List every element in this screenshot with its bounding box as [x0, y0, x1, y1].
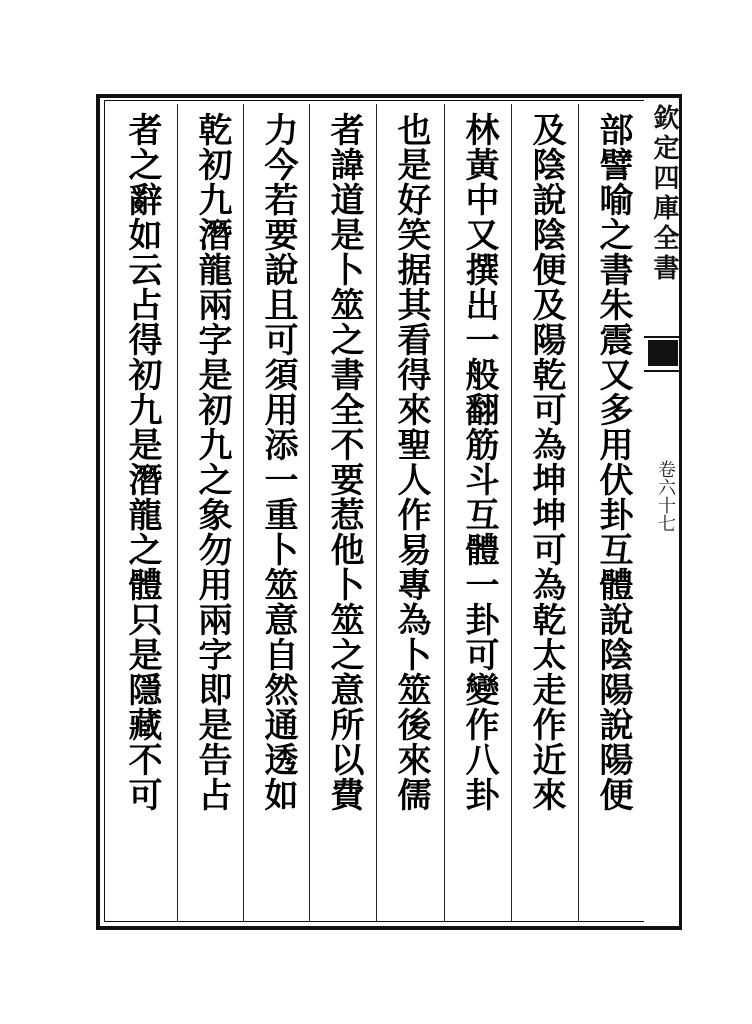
- column-divider: [444, 104, 445, 922]
- text-column-1: 部譬喻之書朱震又多用伏卦互體說陰陽說陽便: [593, 112, 633, 812]
- text-column-3: 林黃中又撰出一般翻筋斗互體一卦可變作八卦: [459, 112, 499, 812]
- text-column-7: 乾初九潛龍兩字是初九之象勿用兩字即是告占: [192, 112, 232, 812]
- column-divider: [309, 104, 310, 922]
- column-divider: [511, 104, 512, 922]
- column-divider: [376, 104, 377, 922]
- fish-tail-mark: [648, 340, 678, 366]
- column-divider: [177, 104, 178, 922]
- text-column-8: 者之辭如云占得初九是潛龍之體只是隱藏不可: [122, 112, 162, 812]
- text-column-4: 也是好笑据其看得來聖人作易專為卜筮後來儒: [391, 112, 431, 812]
- fold-page-number: 卷六十七: [655, 460, 676, 532]
- column-divider: [243, 104, 244, 922]
- fold-rule: [644, 336, 682, 338]
- column-divider: [578, 104, 579, 922]
- text-column-6: 力今若要說且可須用添一重卜筮意自然通透如: [258, 112, 298, 812]
- fold-title: 欽定四庫全書: [649, 104, 679, 284]
- text-column-2: 及陰說陰便及陽乾可為坤坤可為乾太走作近來: [526, 112, 566, 812]
- fold-rule: [644, 370, 682, 372]
- text-column-5: 者諱道是卜筮之書全不要惹他卜筮之意所以費: [324, 112, 364, 812]
